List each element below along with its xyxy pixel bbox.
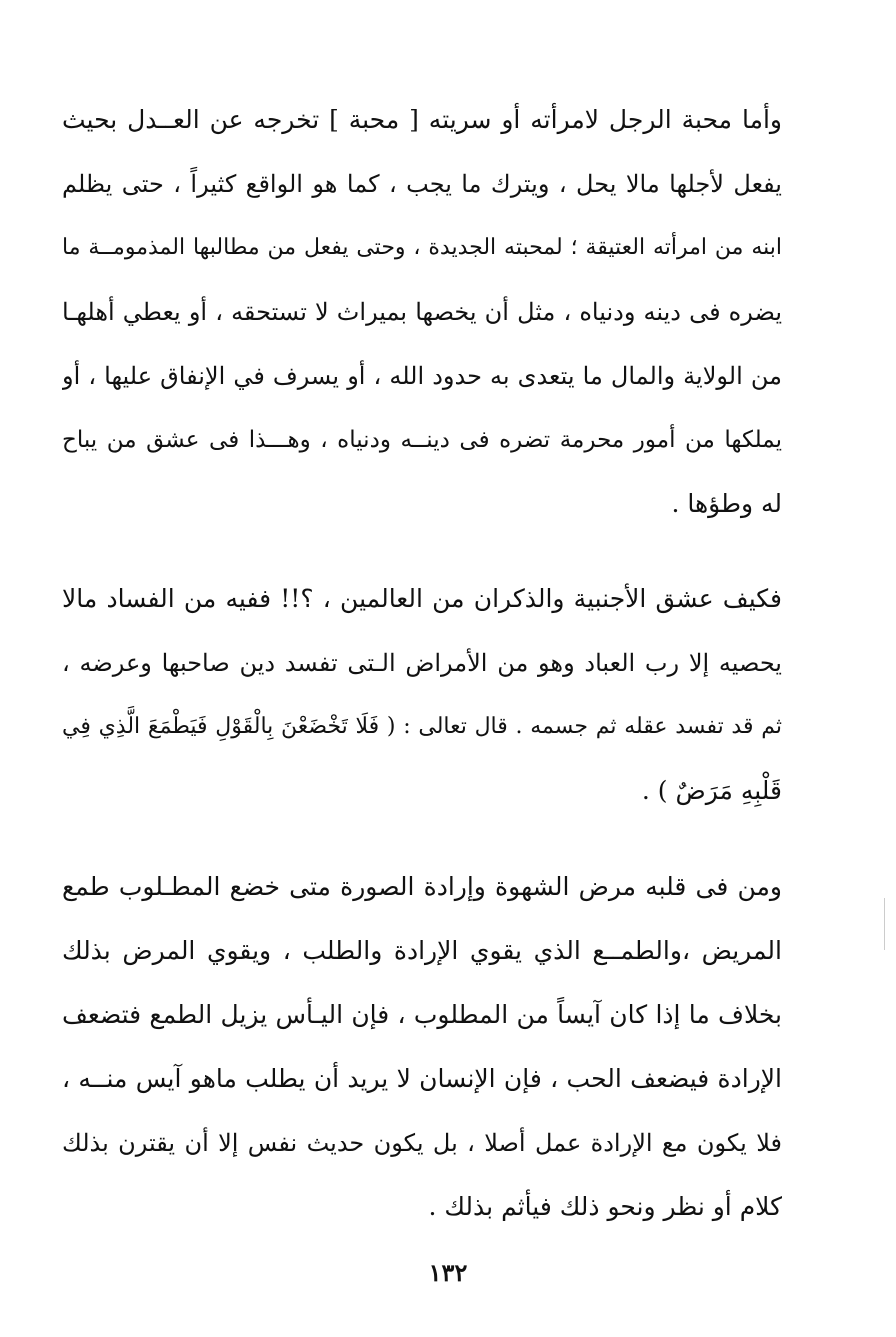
- paragraph-line: ومن فى قلبه مرض الشهوة وإرادة الصورة متى خضع المطـلوب طمع: [62, 872, 782, 901]
- page-number: ١٣٢: [428, 1258, 468, 1287]
- paragraph-line: يحصيه إلا رب العباد وهو من الأمراض الـتى تفسد دين صاحبها وعرضه ،: [62, 649, 782, 677]
- paragraph-line: فكيف عشق الأجنبية والذكران من العالمين ، ؟!! ففيه من الفساد مالا: [62, 584, 782, 613]
- paragraph-line: الإرادة فيضعف الحب ، فإن الإنسان لا يريد أن يطلب ماهو آيس منــه ،: [62, 1064, 782, 1093]
- paragraph-line: ابنه من امرأته العتيقة ؛ لمحبته الجديدة ، وحتى يفعل من مطالبها المذمومــة ما: [62, 235, 782, 260]
- paragraph-1: [62, 88, 782, 536]
- paragraph-line: كلام أو نظر ونحو ذلك فيأثم بذلك .: [428, 1192, 782, 1221]
- paragraph-line: وأما محبة الرجل لامرأته أو سريته [ محبة ] تخرجه عن العــدل بحيث: [62, 105, 782, 134]
- paragraph-line: له وطؤها .: [671, 489, 782, 518]
- paragraph-line: من الولاية والمال ما يتعدى به حدود الله ، أو يسرف في الإنفاق عليها ، أو: [62, 362, 782, 390]
- paragraph-line: قَلْبِهِ مَرَضٌ ) .: [641, 776, 782, 805]
- paragraph-line: يفعل لأجلها مالا يحل ، ويترك ما يجب ، كما هو الواقع كثيراً ، حتى يظلم: [62, 170, 782, 198]
- scan-edge-mark: [884, 898, 885, 950]
- paragraph-3: [62, 855, 782, 1239]
- paragraph-line: فلا يكون مع الإرادة عمل أصلا ، بل يكون حديث نفس إلا أن يقترن بذلك: [62, 1129, 782, 1157]
- paragraph-2: [62, 567, 782, 823]
- paragraph-line: بخلاف ما إذا كان آيساً من المطلوب ، فإن اليـأس يزيل الطمع فتضعف: [62, 1000, 782, 1029]
- paragraph-line: المريض ،والطمــع الذي يقوي الإرادة والطلب ، ويقوي المرض بذلك: [62, 936, 782, 965]
- paragraph-line: يملكها من أمور محرمة تضره فى دينــه ودنياه ، وهـــذا فى عشق من يباح: [62, 427, 782, 453]
- paragraph-line: ثم قد تفسد عقله ثم جسمه . قال تعالى : ( فَلَا تَخْضَعْنَ بِالْقَوْلِ فَيَطْمَعَ الَّذِي فِي: [62, 714, 782, 739]
- paragraph-line: يضره فى دينه ودنياه ، مثل أن يخصها بميراث لا تستحقه ، أو يعطي أهلهـا: [62, 298, 782, 326]
